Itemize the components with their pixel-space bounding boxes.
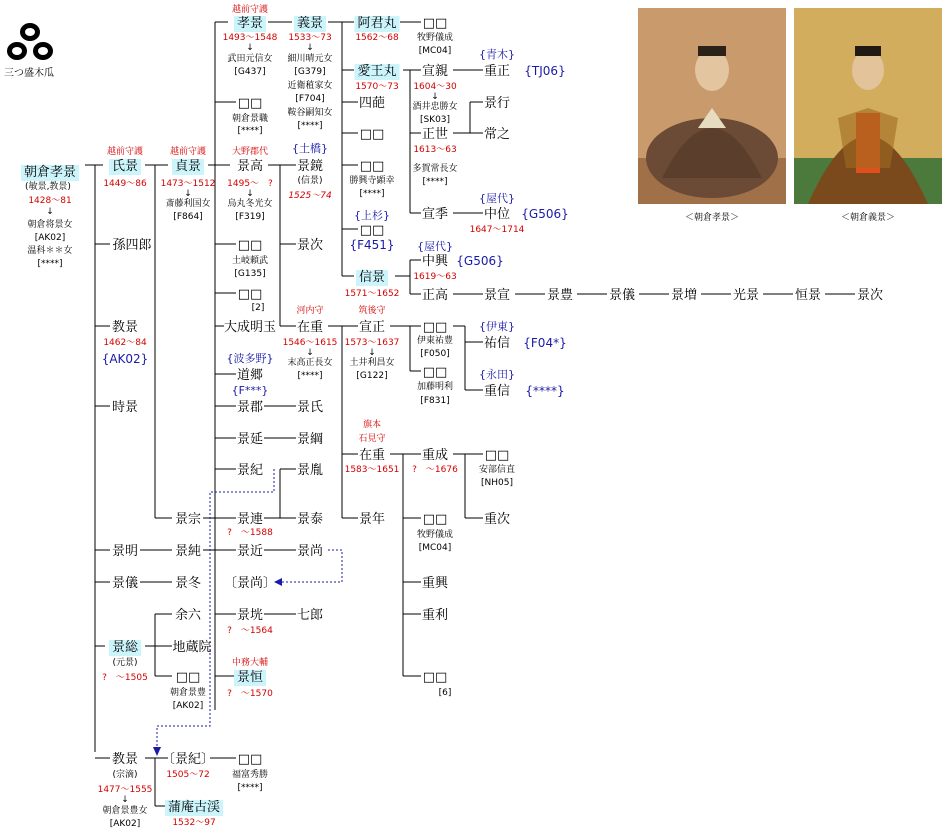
tree-node-n38: 在重 (296, 320, 324, 335)
portrait-caption-takakage: ＜朝倉孝景＞ (684, 213, 740, 223)
tree-node-n33d: 1505〜72 (166, 770, 210, 780)
tree-node-n27: 景冬 (174, 576, 202, 591)
tree-node-n40: 景綱 (296, 432, 324, 447)
tree-node-n38d: 1546〜1615 (282, 338, 338, 348)
tree-node-n13c: {F***} (231, 384, 269, 397)
tree-node-n15: 景延 (236, 432, 264, 447)
tree-node-u4: 大野郡代 (231, 147, 269, 157)
tree-node-n18: 景近 (236, 544, 264, 559)
tree-node-n20d: ? 〜1564 (227, 626, 273, 636)
tree-node-u2: 越前守護 (169, 147, 207, 157)
tree-node-n22: □□ (237, 752, 263, 767)
tree-node-n51: 信景 (356, 270, 388, 286)
tree-node-n77: 景豊 (546, 288, 574, 303)
tree-node-n49w: 勝興寺顕幸 (349, 176, 395, 186)
tree-node-n35: 義景 (294, 16, 326, 32)
tree-node-n52d: 1573〜1637 (344, 338, 400, 348)
tree-node-n54: 景年 (358, 512, 386, 527)
tree-node-n36b: {土橋} (292, 142, 328, 155)
tree-node-n7c: [G437] (234, 67, 266, 77)
tree-node-n76: 重次 (483, 512, 511, 527)
tree-node-n74c: {****} (525, 384, 565, 398)
tree-node-n11c: [2] (251, 303, 265, 313)
tree-node-n36d: 1525〜74 (288, 191, 332, 201)
tree-node-n24: 景明 (111, 544, 139, 559)
tree-node-n46: 愛王丸 (354, 64, 399, 80)
tree-node-n75w: 安部信直 (478, 465, 516, 475)
tree-node-n67c: [6] (438, 688, 452, 698)
tree-node-n56w: 酒井忠勝女 (412, 102, 458, 112)
tree-node-n48: □□ (359, 127, 385, 142)
tree-node-n1a: ↓ (46, 207, 54, 217)
tree-node-n55c: [MC04] (418, 46, 452, 56)
tree-node-n38w: 末高正長女 (287, 358, 333, 368)
tree-node-n82: 景次 (856, 288, 884, 303)
tree-node-n1: 朝倉孝景 (21, 165, 79, 181)
tree-node-n59d: 1619〜63 (413, 272, 457, 282)
tree-node-n7: 孝景 (234, 16, 266, 32)
tree-node-n6: 貞景 (172, 159, 204, 175)
tree-node-n65: 重興 (421, 576, 449, 591)
tree-node-u7: 筑後守 (358, 306, 386, 316)
tree-node-n32d: 1477〜1555 (97, 785, 153, 795)
tree-node-n16: 景紀 (236, 463, 264, 478)
tree-node-n20: 景垙 (236, 608, 264, 623)
tree-node-n64: □□ (422, 512, 448, 527)
tree-node-n22w: 福富秀勝 (231, 770, 269, 780)
tree-node-n47: 四葩 (358, 96, 386, 111)
tree-node-n53d: 1583〜1651 (344, 465, 400, 475)
tree-node-n59: 中興 (421, 254, 449, 269)
tree-node-n32: 教景 (111, 752, 139, 767)
tree-node-n52w: 土井利昌女 (349, 358, 395, 368)
tree-node-n5: 時景 (111, 400, 139, 415)
tree-node-n34d: 1532〜97 (172, 818, 216, 828)
tree-node-u8: 旗本 (362, 420, 382, 430)
tree-node-n78: 景儀 (608, 288, 636, 303)
tree-node-n4c: {AK02} (101, 352, 149, 366)
tree-node-n74: 重信 (483, 384, 511, 399)
tree-node-n22c: [****] (237, 783, 263, 793)
tree-node-n1w1c: [AK02] (34, 233, 66, 243)
tree-node-n2d: 1449〜86 (103, 179, 147, 189)
tree-node-n31w: 朝倉景豊 (169, 688, 207, 698)
tree-node-n10w: 土岐頼武 (231, 256, 269, 266)
tree-node-u1: 越前守護 (106, 147, 144, 157)
tree-node-n6c: [F864] (173, 212, 203, 222)
tree-node-n35w1: 細川晴元女 (287, 54, 333, 64)
tree-node-n57w: 多賀常長女 (412, 164, 458, 174)
tree-node-n29: 景総 (109, 640, 141, 656)
tree-node-n50c: {F451} (349, 238, 395, 252)
tree-node-n52: 宣正 (358, 320, 386, 335)
tree-node-n58: 宣季 (421, 207, 449, 222)
tree-node-n35w3: 鞍谷嗣知女 (287, 108, 333, 118)
tree-node-n62c: [F831] (420, 396, 450, 406)
tree-node-n26: 景儀 (111, 576, 139, 591)
tree-node-n6d: 1473〜1512 (160, 179, 216, 189)
tree-node-n9w: 烏丸冬光女 (227, 199, 273, 209)
tree-node-n61: □□ (422, 320, 448, 335)
tree-node-n9: 景高 (236, 159, 264, 174)
tree-node-n10c: [G135] (234, 269, 266, 279)
tree-node-n52a: ↓ (368, 348, 376, 358)
tree-node-n8: □□ (237, 96, 263, 111)
tree-node-n38a: ↓ (306, 348, 314, 358)
tree-node-u9: 石見守 (358, 434, 386, 444)
tree-node-n71d: 1647〜1714 (469, 225, 525, 235)
tree-node-n51d: 1571〜1652 (344, 289, 400, 299)
tree-node-n44: 七郎 (296, 608, 324, 623)
tree-node-n68c: {TJ06} (524, 64, 566, 78)
tree-node-n81: 恒景 (794, 288, 822, 303)
tree-node-n32a: ↓ (121, 795, 129, 805)
tree-node-u3: 越前守護 (231, 5, 269, 15)
tree-node-n75c: [NH05] (481, 478, 513, 488)
tree-node-n35a: ↓ (306, 43, 314, 53)
tree-node-n32w: 朝倉景豊女 (102, 806, 148, 816)
tree-node-n31c: [AK02] (172, 701, 204, 711)
tree-node-n10: □□ (237, 238, 263, 253)
tree-node-n56: 宣親 (421, 64, 449, 79)
tree-node-n35d: 1533〜73 (288, 33, 332, 43)
tree-node-n23: 景宗 (174, 512, 202, 527)
tree-node-n70: 常之 (483, 127, 511, 142)
tree-node-n35c3: [****] (297, 121, 323, 131)
tree-node-n7d: 1493〜1548 (222, 33, 278, 43)
tree-node-n8c: [****] (237, 126, 263, 136)
tree-node-n56c: [SK03] (419, 115, 451, 125)
tree-node-n68: 重正 (483, 64, 511, 79)
tree-node-n53: 在重 (358, 448, 386, 463)
tree-node-n69: 景行 (483, 96, 511, 111)
tree-node-n56a: ↓ (431, 92, 439, 102)
tree-node-n1w1: 朝倉将景女 (27, 220, 73, 230)
tree-node-n21: 景恒 (234, 670, 266, 686)
tree-node-n1w2c: [****] (37, 259, 63, 269)
tree-node-n57: 正世 (421, 127, 449, 142)
tree-node-n79: 景増 (670, 288, 698, 303)
tree-node-n9d: 1495〜 ? (227, 179, 273, 189)
tree-node-n39: 景氏 (296, 400, 324, 415)
tree-node-n41: 景胤 (296, 463, 324, 478)
tree-node-n8w: 朝倉景職 (231, 114, 269, 124)
tree-node-n38c: [****] (297, 371, 323, 381)
tree-node-n62w: 加藤明利 (416, 382, 454, 392)
tree-node-n64c: [MC04] (418, 543, 452, 553)
tree-node-n12: 大成明玉 (223, 320, 277, 335)
tree-node-n30: 地蔵院 (172, 640, 212, 655)
tree-node-n72: 景宣 (483, 288, 511, 303)
tree-node-n1w2: 温科＊＊女 (27, 246, 73, 256)
tree-node-n60: 正高 (421, 288, 449, 303)
tree-node-n35c1: [G379] (294, 67, 326, 77)
tree-node-u6: 河内守 (296, 306, 324, 316)
tree-node-n57c: [****] (422, 177, 448, 187)
tree-node-n62: □□ (422, 365, 448, 380)
tree-node-n9c: [F319] (235, 212, 265, 222)
portrait-caption-yoshikage: ＜朝倉義景＞ (840, 213, 896, 223)
tree-node-n59c: {G506} (456, 254, 504, 268)
tree-node-n13: 道郷 (236, 368, 264, 383)
tree-node-n1s: (敏景,教景) (25, 182, 71, 192)
tree-node-n73: 祐信 (483, 336, 511, 351)
tree-node-n4d: 1462〜84 (103, 338, 147, 348)
tree-node-n6a: ↓ (184, 189, 192, 199)
tree-node-n17d: ? 〜1588 (227, 528, 273, 538)
tree-node-n43: 景尚 (296, 544, 324, 559)
tree-node-n37: 景次 (296, 238, 324, 253)
tree-node-n21d: ? 〜1570 (227, 689, 273, 699)
tree-node-n75: □□ (484, 448, 510, 463)
tree-node-n2: 氏景 (109, 159, 141, 175)
tree-node-n45d: 1562〜68 (355, 33, 399, 43)
tree-node-n68b: {青木} (479, 48, 515, 61)
tree-node-n55: □□ (422, 16, 448, 31)
tree-node-n9a: ↓ (246, 189, 254, 199)
tree-node-n57d: 1613〜63 (413, 145, 457, 155)
crest-label: 三つ盛木瓜 (4, 68, 54, 79)
tree-node-n45: 阿君丸 (354, 16, 399, 32)
tree-node-n28: 余六 (174, 608, 202, 623)
tree-node-n66: 重利 (421, 608, 449, 623)
tree-node-n73b: {伊東} (479, 320, 515, 333)
tree-node-n13b: {波多野} (226, 352, 274, 365)
tree-node-n6w: 斎藤利国女 (165, 199, 211, 209)
tree-node-n64w: 牧野儀成 (416, 530, 454, 540)
tree-node-n7a: ↓ (246, 43, 254, 53)
tree-node-n34: 蒲庵古渓 (165, 800, 223, 816)
tree-node-n61c: [F050] (420, 349, 450, 359)
tree-node-n33: 〔景紀〕 (161, 752, 215, 767)
tree-node-n7w: 武田元信女 (227, 54, 273, 64)
tree-node-n74b: {永田} (479, 368, 515, 381)
tree-node-n71: 中位 (483, 207, 511, 222)
tree-node-n17: 景連 (236, 512, 264, 527)
tree-node-n29d: ? 〜1505 (102, 673, 148, 683)
tree-node-n71b: {屋代} (479, 192, 515, 205)
tree-node-n50b: {上杉} (354, 209, 390, 222)
tree-node-n52c: [G122] (356, 371, 388, 381)
tree-node-n14: 景郡 (236, 400, 264, 415)
tree-node-n67: □□ (422, 670, 448, 685)
tree-node-n4: 教景 (111, 320, 139, 335)
tree-node-n73c: {F04*} (523, 336, 567, 350)
tree-node-n1d: 1428〜81 (28, 196, 72, 206)
tree-node-n36: 景鏡 (296, 159, 324, 174)
tree-node-n46d: 1570〜73 (355, 82, 399, 92)
tree-node-n32s: (宗滴) (112, 770, 138, 780)
tree-node-n61w: 伊東祐豊 (416, 336, 454, 346)
tree-node-n80: 光景 (732, 288, 760, 303)
tree-node-n32c: [AK02] (109, 819, 141, 829)
tree-node-n56d: 1604〜30 (413, 82, 457, 92)
tree-node-n35c2: [F704] (295, 94, 325, 104)
tree-node-n42: 景泰 (296, 512, 324, 527)
tree-node-n25: 景純 (174, 544, 202, 559)
tree-node-n11: □□ (237, 287, 263, 302)
tree-node-n71c: {G506} (521, 207, 569, 221)
tree-node-n35w2: 近衛稙家女 (287, 81, 333, 91)
tree-node-u5: 中務大輔 (231, 658, 269, 668)
tree-node-n63: 重成 (421, 448, 449, 463)
tree-node-n29s: (元景) (112, 658, 138, 668)
tree-node-n55w: 牧野儀成 (416, 33, 454, 43)
tree-node-n59b: {屋代} (417, 240, 453, 253)
tree-node-n19: 〔景尚〕 (223, 576, 277, 591)
tree-node-n49c: [****] (359, 189, 385, 199)
tree-node-n49: □□ (359, 159, 385, 174)
tree-node-n3: 孫四郎 (112, 238, 152, 253)
tree-node-n36s: (信景) (297, 176, 323, 186)
tree-node-n50: □□ (359, 223, 385, 238)
tree-node-n63d: ? 〜1676 (412, 465, 458, 475)
tree-node-n31: □□ (175, 670, 201, 685)
